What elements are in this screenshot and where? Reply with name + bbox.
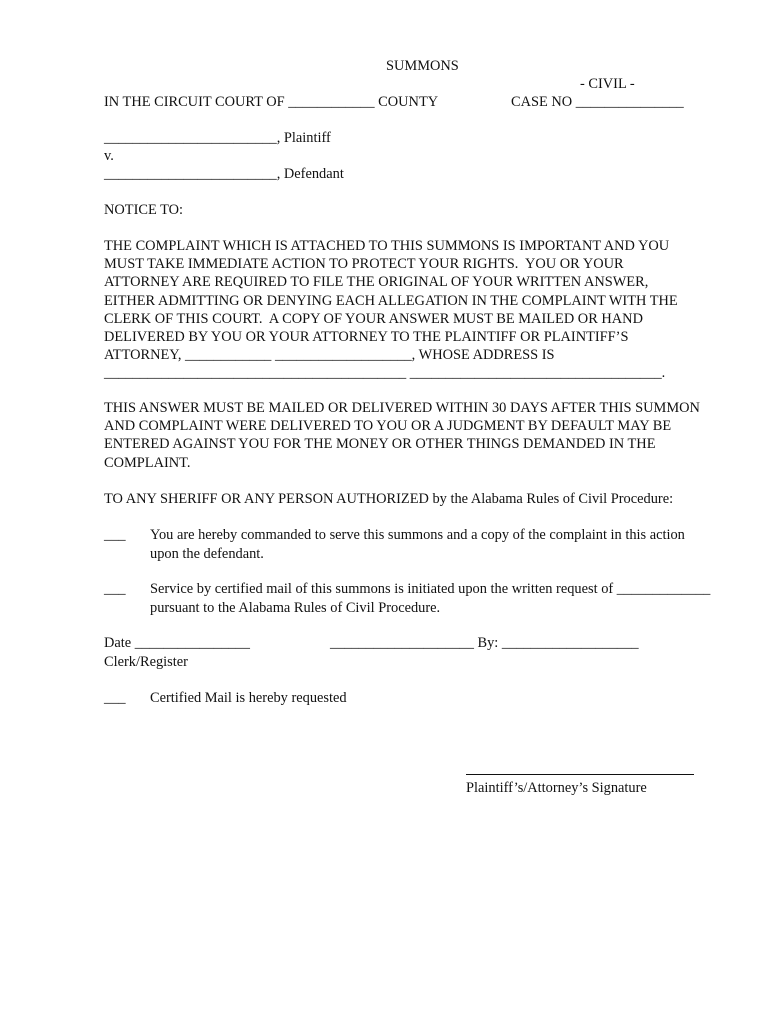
versus-label: v. bbox=[104, 148, 114, 164]
paragraph-line: __________________________________________ ___________________________________. bbox=[104, 365, 666, 382]
option-text-line: pursuant to the Alabama Rules of Civil Procedure. bbox=[150, 599, 441, 616]
option-text-line: You are hereby commanded to serve this summons and a copy of the complaint in this action bbox=[150, 527, 685, 543]
option-text-line: upon the defendant. bbox=[150, 545, 264, 562]
option-checkbox-blank[interactable]: ___ bbox=[104, 690, 126, 706]
defendant-line: ________________________, Defendant bbox=[104, 166, 344, 182]
option-text-line: Service by certified mail of this summons is initiated upon the written request of _____________ bbox=[150, 581, 711, 597]
paragraph-line: THIS ANSWER MUST BE MAILED OR DELIVERED WITHIN 30 DAYS AFTER THIS SUMMON bbox=[104, 400, 700, 416]
complaint-paragraph bbox=[104, 237, 744, 383]
sheriff-authorization-line: TO ANY SHERIFF OR ANY PERSON AUTHORIZED by the Alabama Rules of Civil Procedure: bbox=[104, 491, 674, 507]
document-title: SUMMONS bbox=[386, 58, 459, 74]
paragraph-line: ENTERED AGAINST YOU FOR THE MONEY OR OTHER THINGS DEMANDED IN THE bbox=[104, 436, 656, 453]
paragraph-line: ATTORNEY, ____________ ___________________, WHOSE ADDRESS IS bbox=[104, 347, 555, 364]
paragraph-line: AND COMPLAINT WERE DELIVERED TO YOU OR A JUDGMENT BY DEFAULT MAY BE bbox=[104, 418, 672, 435]
clerk-signature-field[interactable]: ____________________ By: ___________________ bbox=[330, 635, 639, 651]
paragraph-line: DELIVERED BY YOU OR YOUR ATTORNEY TO THE PLAINTIFF OR PLAINTIFF’S bbox=[104, 329, 629, 346]
plaintiff-line: ________________________, Plaintiff bbox=[104, 130, 331, 146]
paragraph-line: MUST TAKE IMMEDIATE ACTION TO PROTECT YOUR RIGHTS. YOU OR YOUR bbox=[104, 256, 624, 273]
answer-paragraph bbox=[104, 399, 744, 472]
signature-line[interactable] bbox=[466, 774, 694, 775]
option-checkbox-blank[interactable]: ___ bbox=[104, 581, 126, 597]
certified-mail-text: Certified Mail is hereby requested bbox=[150, 690, 347, 706]
clerk-register-label: Clerk/Register bbox=[104, 654, 188, 670]
civil-label: - CIVIL - bbox=[580, 76, 635, 92]
paragraph-line: ATTORNEY ARE REQUIRED TO FILE THE ORIGINAL OF YOUR WRITTEN ANSWER, bbox=[104, 274, 649, 291]
paragraph-line: EITHER ADMITTING OR DENYING EACH ALLEGATION IN THE COMPLAINT WITH THE bbox=[104, 292, 678, 309]
signature-label: Plaintiff’s/Attorney’s Signature bbox=[466, 780, 647, 796]
date-field[interactable]: Date ________________ bbox=[104, 635, 250, 651]
court-county-line: IN THE CIRCUIT COURT OF ____________ COUNTY bbox=[104, 94, 439, 110]
case-number-line: CASE NO _______________ bbox=[511, 94, 684, 110]
paragraph-line: COMPLAINT. bbox=[104, 454, 191, 471]
option-checkbox-blank[interactable]: ___ bbox=[104, 527, 126, 543]
notice-to-label: NOTICE TO: bbox=[104, 202, 184, 218]
paragraph-line: CLERK OF THIS COURT. A COPY OF YOUR ANSWER MUST BE MAILED OR HAND bbox=[104, 310, 643, 327]
paragraph-line: THE COMPLAINT WHICH IS ATTACHED TO THIS SUMMONS IS IMPORTANT AND YOU bbox=[104, 238, 670, 254]
